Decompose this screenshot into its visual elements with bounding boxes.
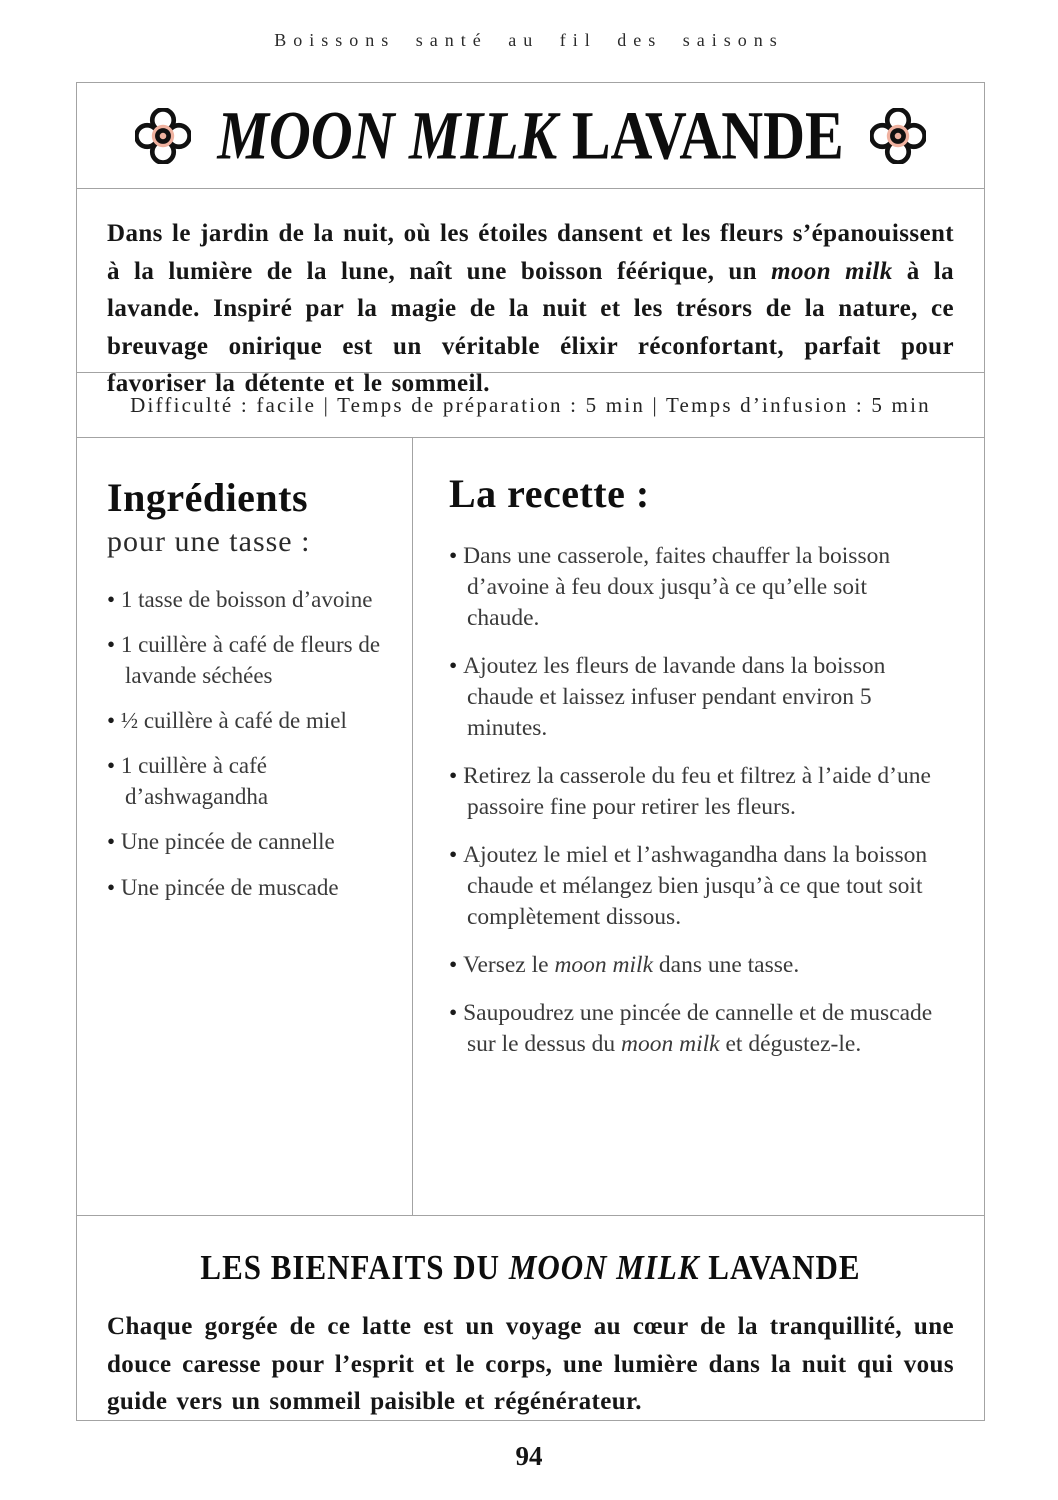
recipe-step: • Saupoudrez une pincée de cannelle et de muscade sur le dessus du moon milk et dégustez-le. — [449, 998, 942, 1060]
flower-icon — [135, 108, 191, 164]
ingredients-heading: Ingrédients — [107, 475, 309, 520]
recipe-step: • Ajoutez les fleurs de lavande dans la boisson chaude et laissez infuser pendant environ 5 minutes. — [449, 651, 942, 744]
ingredient-item: • 1 cuillère à café d’ashwagandha — [107, 751, 392, 812]
page-title: MOON MILK LAVANDE — [217, 97, 844, 174]
recipe-step: • Versez le moon milk dans une tasse. — [449, 950, 942, 981]
benefits-heading: LES BIENFAITS DU MOON MILK LAVANDE — [200, 1247, 861, 1288]
recipe-step: • Ajoutez le miel et l’ashwagandha dans la boisson chaude et mélangez bien jusqu’à ce que tout soit complètement dissous. — [449, 840, 942, 933]
recipe-step: • Dans une casserole, faites chauffer la boisson d’avoine à feu doux jusqu’à ce qu’elle soit chaude. — [449, 541, 942, 634]
benefits-section — [77, 1216, 984, 1420]
intro-paragraph: Dans le jardin de la nuit, où les étoiles dansent et les fleurs s’épanouissent à la lumière de la lune, naît une boisson féérique, un moon milk à la lavande. Inspiré par la magie de la nuit et les trésors de la nature, ce breuvage onirique est un véritable élixir réconfortant, parfait pour favoriser la détente et le sommeil. — [77, 189, 984, 373]
ingredients-subheading: pour une tasse : — [107, 525, 311, 558]
benefits-paragraph: Chaque gorgée de ce latte est un voyage au cœur de la tranquillité, une douce caresse pour l’esprit et le corps, une lumière dans la nuit qui vous guide vers un sommeil paisible et régénérateur. — [107, 1313, 954, 1415]
ingredients-section — [77, 438, 413, 1215]
recipe-steps-list — [449, 541, 942, 1060]
running-header: Boissons santé au fil des saisons — [274, 30, 784, 50]
ingredient-item: • 1 tasse de boisson d’avoine — [107, 585, 392, 615]
recipe-columns — [77, 438, 984, 1216]
recipe-heading: La recette : — [449, 471, 650, 516]
page-number: 94 — [515, 1441, 543, 1471]
recipe-section — [413, 438, 984, 1215]
ingredient-item: • Une pincée de cannelle — [107, 827, 392, 857]
recipe-meta-line: Difficulté : facile | Temps de préparation : 5 min | Temps d’infusion : 5 min — [77, 373, 984, 438]
ingredient-item: • ½ cuillère à café de miel — [107, 706, 392, 736]
recipe-card — [76, 82, 985, 1421]
flower-icon — [870, 108, 926, 164]
ingredient-item: • Une pincée de muscade — [107, 873, 392, 903]
title-row — [77, 83, 984, 189]
ingredient-item: • 1 cuillère à café de fleurs de lavande séchées — [107, 630, 392, 691]
recipe-step: • Retirez la casserole du feu et filtrez à l’aide d’une passoire fine pour retirer les fleurs. — [449, 761, 942, 823]
ingredients-list — [107, 585, 392, 903]
